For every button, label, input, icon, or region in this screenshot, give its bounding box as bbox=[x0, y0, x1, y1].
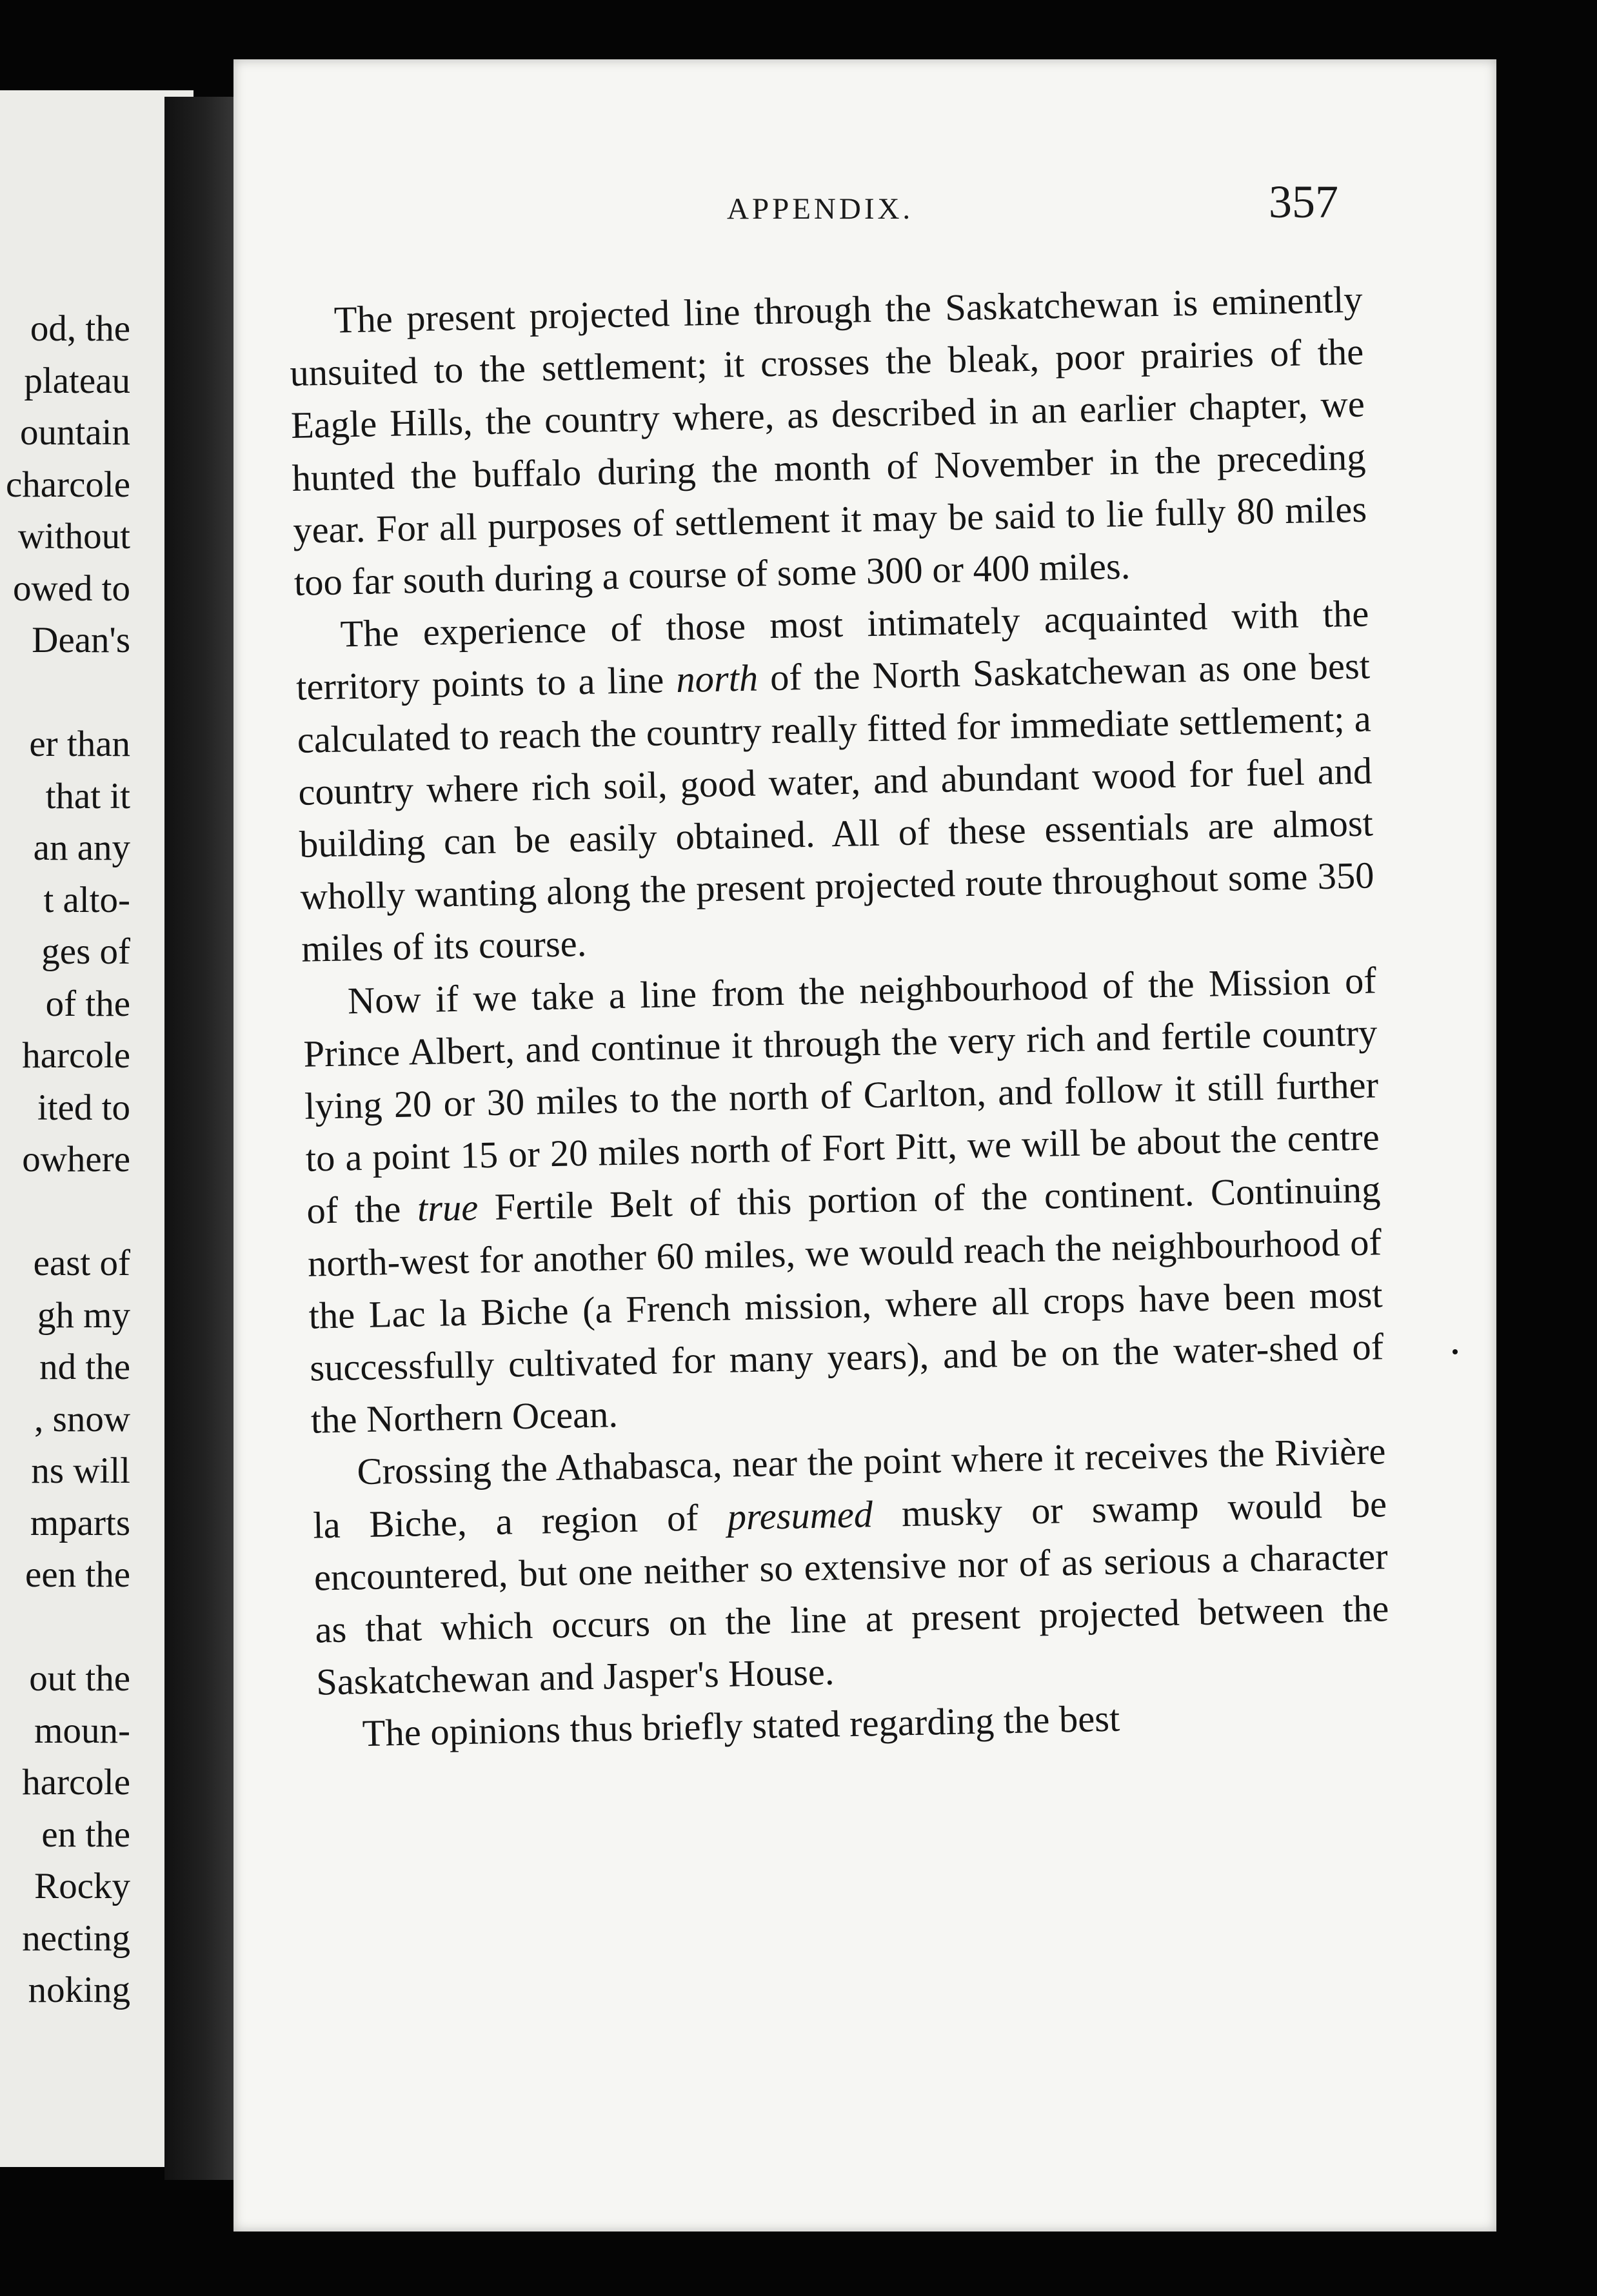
left-line: harcole bbox=[22, 1762, 130, 1803]
paragraph bbox=[295, 588, 1376, 976]
text-run: Now if we take a line from the neighbourhood of the Mission of Prince Albert, and continue it through the very rich and fertile country lying 20 or 30 miles to the north of Carlton, and follow it still further to a point 15 or 20 miles north of Fort Pitt, we will be about the centre of the bbox=[303, 959, 1380, 1232]
left-line: necting bbox=[22, 1917, 130, 1959]
paragraph bbox=[288, 273, 1368, 609]
left-line-gap bbox=[6, 1601, 130, 1654]
text-run: of the North Saskatchewan as one best calculated to reach the country really fitted for immediate settlement; a country where rich soil, good water, and abundant wood for fuel and building can be easily obtained. All of these essentials are almost wholly wanting along the present projected route throughout some 350 miles of its course. bbox=[297, 644, 1375, 971]
left-line: owhere bbox=[22, 1139, 130, 1180]
left-line: gh my bbox=[37, 1294, 130, 1336]
left-line: Rocky bbox=[34, 1866, 130, 1906]
left-page-text bbox=[6, 303, 130, 2017]
left-line: east of bbox=[33, 1243, 130, 1283]
left-line: een the bbox=[25, 1554, 130, 1595]
paragraph bbox=[312, 1425, 1391, 1708]
italic-word: north bbox=[675, 657, 759, 701]
text-run: The experience of those most intimately acquainted with the territory points to a line bbox=[295, 592, 1369, 709]
left-line-gap bbox=[6, 667, 130, 719]
running-head: APPENDIX. bbox=[727, 192, 914, 226]
left-line: Dean's bbox=[32, 620, 130, 660]
left-line: ited to bbox=[37, 1087, 130, 1128]
left-line: en the bbox=[41, 1814, 130, 1855]
left-line: ns will bbox=[31, 1450, 130, 1491]
left-line: an any bbox=[33, 827, 130, 868]
left-line: plateau bbox=[24, 360, 130, 401]
left-line: ges of bbox=[41, 931, 130, 972]
scan-speck bbox=[1453, 1349, 1458, 1354]
left-line: er than bbox=[29, 724, 130, 764]
left-line: moun- bbox=[34, 1710, 130, 1751]
left-line: noking bbox=[28, 1970, 130, 2010]
left-line: that it bbox=[45, 775, 130, 816]
text-run: The opinions thus briefly stated regarding the best bbox=[362, 1697, 1120, 1755]
page-number: 357 bbox=[1269, 176, 1338, 228]
left-line: harcole bbox=[22, 1035, 130, 1076]
paragraph bbox=[302, 954, 1385, 1447]
left-line: nd the bbox=[39, 1347, 130, 1387]
book-gutter bbox=[164, 97, 239, 2180]
page bbox=[233, 59, 1496, 2232]
left-line: ountain bbox=[20, 412, 130, 453]
body-text bbox=[288, 273, 1391, 1761]
left-line: od, the bbox=[30, 308, 130, 349]
left-line: without bbox=[17, 516, 130, 557]
italic-word: true bbox=[417, 1186, 479, 1230]
left-line: , snow bbox=[34, 1398, 130, 1440]
italic-word: presumed bbox=[727, 1492, 873, 1538]
left-line: charcole bbox=[5, 464, 130, 505]
text-run: The present projected line through the Saskatchewan is eminently unsuited to the settlement; it crosses the bleak, poor prairies of the Eagle Hills, the country where, as described in an earlier chapter, we hunted the buffalo during the month of November in the preceding year. For all purposes of settlement it may be said to lie fully 80 miles too far south during a course of some 300 or 400 miles. bbox=[289, 278, 1367, 604]
left-line: of the bbox=[45, 983, 130, 1024]
left-line: t alto- bbox=[43, 879, 130, 920]
text-run: Fertile Belt of this portion of the continent. Continuing north-west for another 60 miles, we would reach the neighbourhood of the Lac la Biche (a French mission, where all crops have been most successfully cultivated for many years), and be on the water-shed of the Northern Ocean. bbox=[307, 1168, 1384, 1441]
text-run: musky or swamp would be encountered, but one neither so extensive nor of as serious a character as that which occurs on the line at present projected between the Saskatchewan and Jasper's House. bbox=[313, 1482, 1389, 1703]
left-line-gap bbox=[6, 1186, 130, 1238]
text-run: Crossing the Athabasca, near the point where it receives the Rivière la Biche, a region of bbox=[312, 1430, 1386, 1547]
left-line: out the bbox=[29, 1658, 130, 1699]
left-line: mparts bbox=[30, 1502, 130, 1543]
left-line: owed to bbox=[12, 568, 130, 609]
